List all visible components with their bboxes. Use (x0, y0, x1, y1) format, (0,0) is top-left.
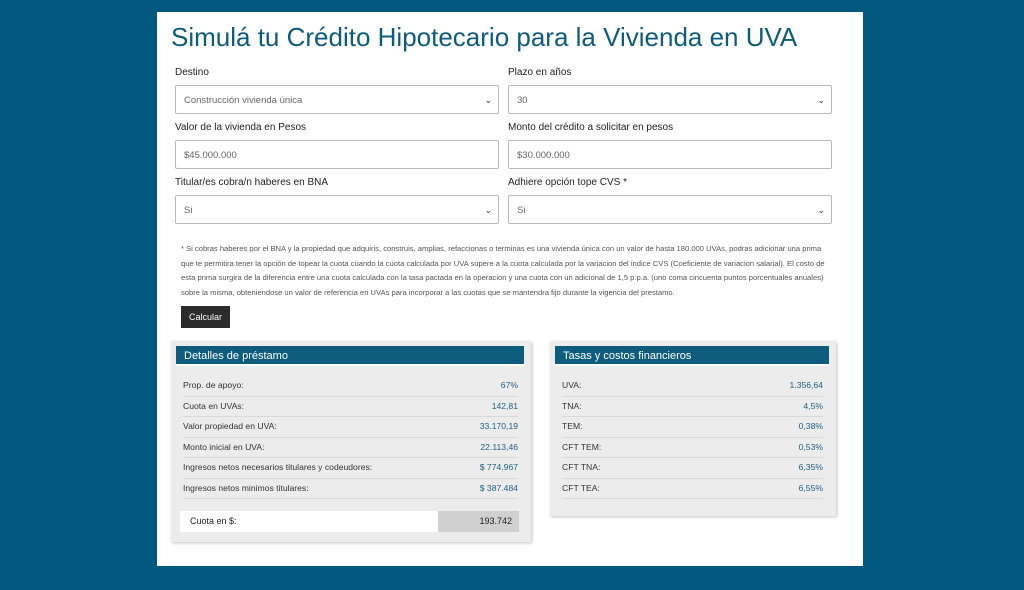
list-item (562, 417, 823, 438)
valor-input[interactable] (175, 140, 499, 169)
row-label: TNA: (562, 400, 582, 411)
row-value: $ 774.967 (479, 462, 518, 472)
row-value: 142,81 (491, 400, 518, 411)
list-item (562, 438, 823, 459)
titular-field (175, 176, 499, 224)
row-value: 67% (500, 380, 518, 390)
row-label: TEM: (562, 421, 583, 431)
cuota-summary (180, 511, 519, 532)
list-item (183, 458, 518, 479)
row-label: CFT TEA: (562, 482, 600, 493)
chevron-down-icon: ⌄ (817, 205, 825, 215)
cuota-value: 193.742 (438, 511, 519, 532)
rates-panel (550, 341, 836, 516)
calcular-button[interactable]: Calcular (181, 306, 230, 328)
destino-field (175, 66, 499, 114)
row-label: Ingresos netos necesarios titulares y codeudores: (183, 462, 373, 472)
row-value: 1.356,64 (789, 380, 823, 390)
monto-input[interactable] (508, 140, 832, 169)
row-value: 0,53% (798, 441, 823, 452)
row-label: Ingresos netos minimos titulares: (183, 482, 309, 493)
chevron-down-icon: ⌄ (817, 95, 825, 105)
row-value: 22.113,46 (480, 441, 518, 452)
list-item (562, 397, 823, 418)
valor-value: $45.000.000 (184, 150, 237, 161)
titular-select[interactable] (175, 195, 499, 224)
monto-value: $30.000.000 (517, 150, 570, 161)
plazo-label: Plazo en años (508, 67, 572, 78)
row-value: 6,55% (798, 482, 823, 493)
plazo-value: 30 (517, 95, 528, 106)
loan-details-panel (171, 341, 531, 542)
tope-value: Si (517, 205, 526, 216)
list-item (183, 376, 518, 397)
plazo-field (508, 66, 832, 114)
monto-label: Monto del crédito a solicitar en pesos (508, 122, 674, 133)
destino-select[interactable] (175, 85, 499, 114)
row-value: 6,35% (798, 462, 823, 472)
rates-title: Tasas y costos financieros (555, 346, 829, 366)
cuota-label: Cuota en $: (190, 516, 237, 526)
list-item (562, 376, 823, 397)
page-title: Simulá tu Crédito Hipotecario para la Vivienda en UVA (171, 22, 798, 52)
list-item (562, 479, 823, 500)
row-value: $ 387.484 (479, 482, 518, 493)
row-value: 4,5% (803, 400, 823, 411)
row-value: 33.170,19 (479, 421, 518, 431)
titular-label: Titular/es cobra/n haberes en BNA (175, 177, 329, 188)
loan-details-list (183, 376, 518, 499)
loan-details-title: Detalles de préstamo (176, 346, 524, 366)
destino-label: Destino (175, 67, 209, 78)
tope-field (508, 176, 832, 224)
list-item (183, 417, 518, 438)
valor-label: Valor de la vivienda en Pesos (175, 122, 307, 133)
list-item (183, 479, 518, 500)
simulator-card (157, 12, 863, 566)
row-label: Prop. de apoyo: (183, 380, 244, 390)
chevron-down-icon: ⌄ (484, 95, 492, 105)
row-label: CFT TNA: (562, 462, 601, 472)
plazo-select[interactable] (508, 85, 832, 114)
monto-field (508, 121, 832, 169)
chevron-down-icon: ⌄ (484, 205, 492, 215)
titular-value: Si (184, 205, 193, 216)
list-item (183, 438, 518, 459)
row-label: Cuota en UVAs: (183, 400, 244, 411)
tope-label: Adhiere opción tope CVS * (508, 177, 627, 188)
rates-list (562, 376, 823, 499)
row-label: CFT TEM: (562, 441, 602, 452)
valor-field (175, 121, 499, 169)
row-label: Valor propiedad en UVA: (183, 421, 277, 431)
list-item (183, 397, 518, 418)
row-label: UVA: (562, 380, 582, 390)
row-label: Monto inicial en UVA: (183, 441, 265, 452)
cvs-footnote: * Si cobras haberes por el BNA y la propiedad que adquiris, construis, amplias, refaccionas o terminas es una vivienda única con un valor de hasta 180.000 UVAs, podras adicionar una prima que te permitira tener la opción de topear la cuota cuando la cuota calculada por UVA supere a la cuota calculada por la variacion del indice CVS (Coeficiente de variacion salarial). El costo de esta prima surgira de la diferencia entre una cuota calculada con la tasa pactada en la operacion y una cuota con un adicional de 1,5 p.p.a. (uno coma cincuenta puntos porcentuales anuales) sobre la misma, obteniendose un valor de referencia en UVAs para incorporar a las cuotas que se mantendra fijo durante la vigencia del prestamo. (181, 244, 825, 297)
tope-select[interactable] (508, 195, 832, 224)
row-value: 0,38% (798, 421, 823, 431)
list-item (562, 458, 823, 479)
destino-value: Construcción vivienda única (184, 95, 303, 106)
